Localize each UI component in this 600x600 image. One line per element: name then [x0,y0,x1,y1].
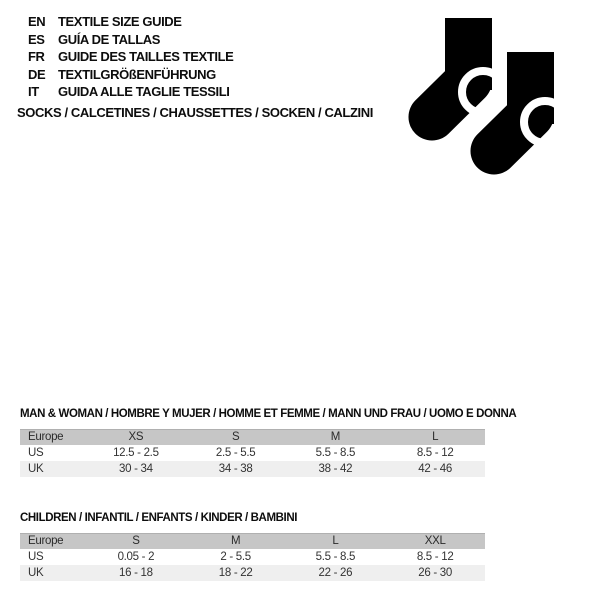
language-label: GUIDE DES TAILLES TEXTILE [58,49,234,64]
size-cell: 5.5 - 8.5 [315,447,356,459]
size-cell: 12.5 - 2.5 [113,447,159,459]
size-grid [20,429,485,477]
language-code: DE [28,66,46,82]
language-row-en [28,13,233,31]
column-header: M [186,533,286,549]
size-table-adults [20,408,517,477]
row-label: UK [20,461,86,477]
column-header: L [385,429,485,445]
column-header: XXL [385,533,485,549]
size-cell: 38 - 42 [286,461,386,477]
size-cell: 30 - 34 [86,461,186,477]
language-label: TEXTILGRÖßENFÜHRUNG [58,66,216,82]
size-cell: 34 - 38 [186,461,286,477]
size-cell: 2 - 5.5 [220,551,251,563]
row-label: US [28,551,44,563]
size-cell: 26 - 30 [385,565,485,581]
size-cell: 22 - 26 [286,565,386,581]
size-cell: 0.05 - 2 [117,551,155,563]
size-grid [20,533,485,581]
language-code: ES [28,31,45,47]
socks-icon-svg [395,5,575,185]
language-code: EN [28,14,46,29]
size-cell: 18 - 22 [186,565,286,581]
row-label: UK [20,565,86,581]
column-header: L [286,533,386,549]
language-row-fr [28,48,233,66]
column-header: XS [86,429,186,445]
language-label: TEXTILE SIZE GUIDE [58,14,182,29]
language-code: FR [28,49,45,64]
table-title: CHILDREN / INFANTIL / ENFANTS / KINDER / BAMBINI [20,512,298,524]
language-code: IT [28,84,39,99]
column-header: S [186,429,286,445]
language-row-de [28,66,233,84]
socks-icon [395,5,575,185]
row-label: US [28,447,44,459]
size-table-children [20,512,485,581]
category-title: SOCKS / CALCETINES / CHAUSSETTES / SOCKEN / CALZINI [17,105,373,120]
size-cell: 2.5 - 5.5 [215,447,256,459]
column-header: M [286,429,386,445]
column-header: Europe [20,429,86,445]
column-header: Europe [20,533,86,549]
size-cell: 16 - 18 [86,565,186,581]
column-header: S [86,533,186,549]
language-row-it [28,83,233,101]
table-title: MAN & WOMAN / HOMBRE Y MUJER / HOMME ET FEMME / MANN UND FRAU / UOMO E DONNA [20,408,517,420]
size-cell: 8.5 - 12 [416,447,454,459]
size-cell: 42 - 46 [385,461,485,477]
language-list [28,13,233,101]
language-label: GUIDA ALLE TAGLIE TESSILI [58,84,230,99]
language-label: GUÍA DE TALLAS [58,31,161,47]
size-cell: 5.5 - 8.5 [315,551,356,563]
language-row-es [28,31,233,49]
size-cell: 8.5 - 12 [416,551,454,563]
